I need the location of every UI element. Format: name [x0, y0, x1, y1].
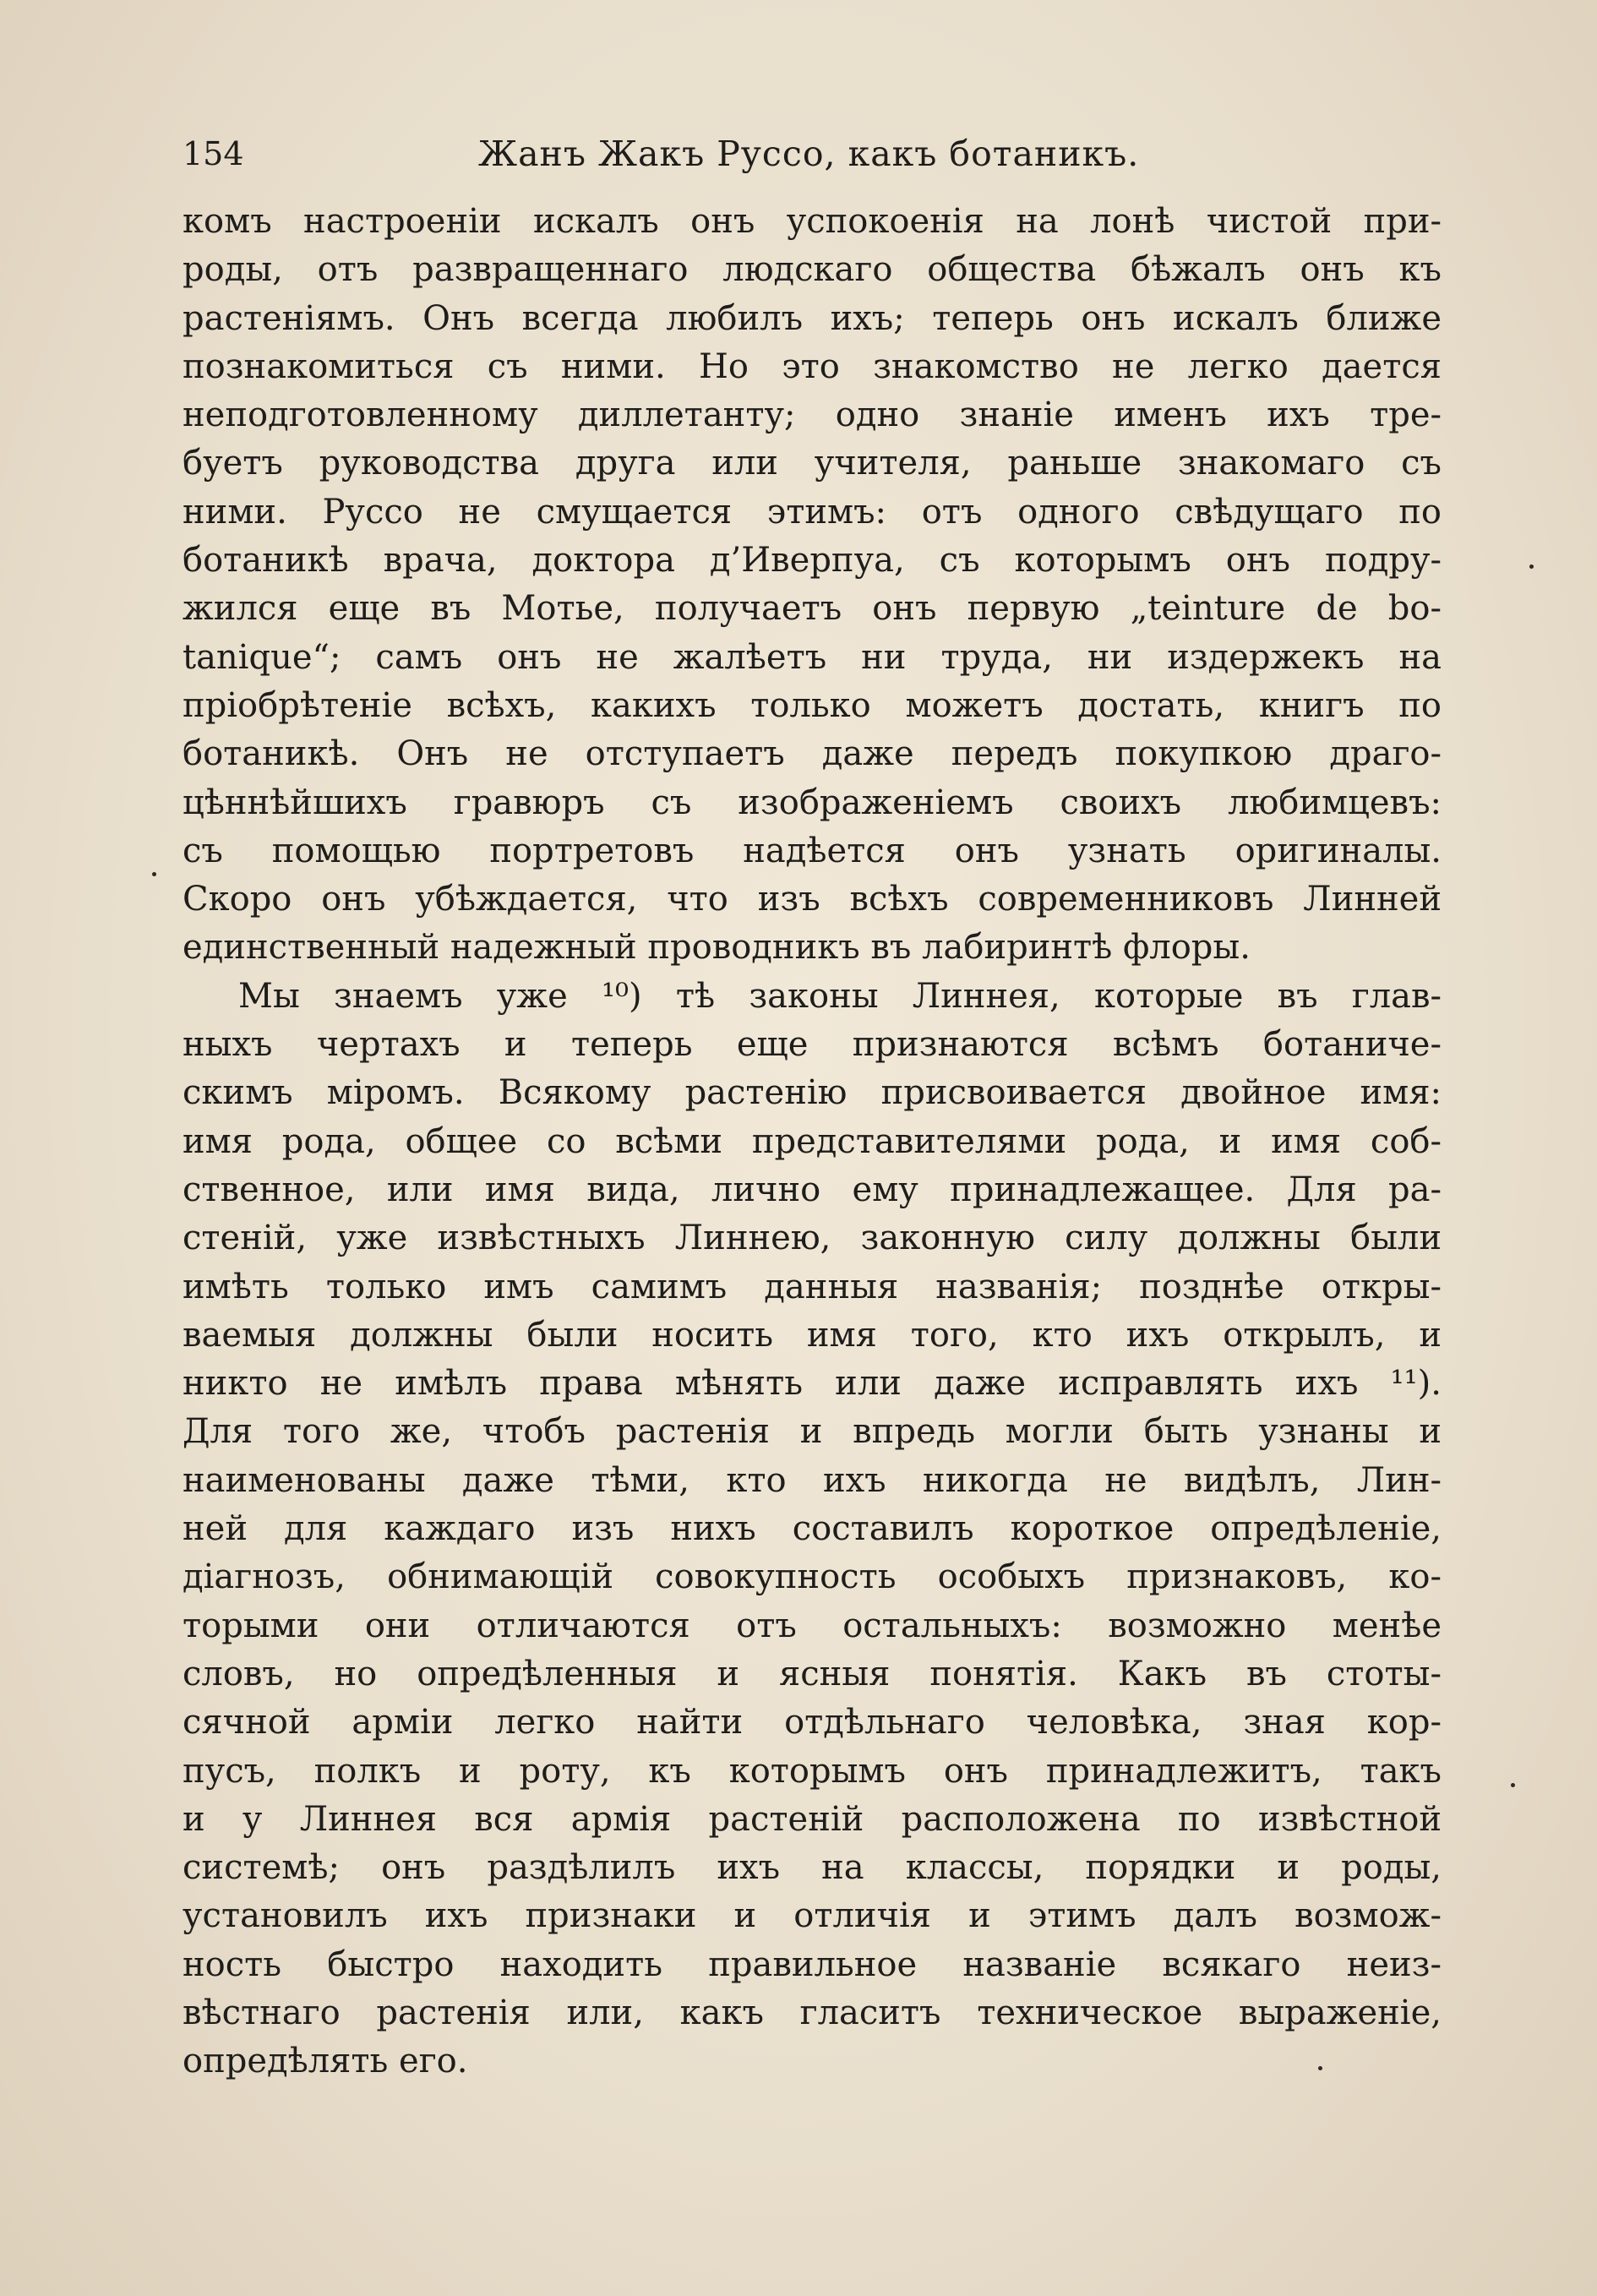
text-line: буетъ руководства друга или учителя, раньше знакомаго съ [183, 444, 1442, 483]
text-line: ботаникѣ врача, доктора д’Иверпуа, съ которымъ онъ подру- [183, 541, 1442, 581]
text-line: неподготовленному диллетанту; одно знаніе именъ ихъ тре- [183, 395, 1442, 435]
text-line: Скоро онъ убѣждается, что изъ всѣхъ современниковъ Линней [183, 880, 1442, 919]
text-line: ственное, или имя вида, лично ему принадлежащее. Для ра- [183, 1170, 1442, 1209]
text-line: пріобрѣтеніе всѣхъ, какихъ только можетъ достать, книгъ по [183, 685, 1442, 725]
running-title: Жанъ Жакъ Руссо, какъ ботаникъ. [478, 134, 1140, 174]
text-line: и у Линнея вся армія растеній расположена по извѣстной [183, 1799, 1442, 1839]
text-line: скимъ міромъ. Всякому растенію присвоивается двойное имя: [183, 1073, 1442, 1113]
text-line: цѣннѣйшихъ гравюръ съ изображеніемъ своихъ любимцевъ: [183, 783, 1442, 822]
ink-speck [1318, 2066, 1322, 2070]
text-line: tanique“; самъ онъ не жалѣетъ ни труда, ни издержекъ на [183, 637, 1442, 677]
paragraph-2 [183, 973, 1442, 2086]
text-line: ней для каждаго изъ нихъ составилъ короткое опредѣленіе, [183, 1509, 1442, 1549]
text-line: ботаникѣ. Онъ не отступаетъ даже передъ покупкою драго- [183, 734, 1442, 774]
body-text [183, 198, 1442, 2086]
text-line: съ помощью портретовъ надѣется онъ узнать оригиналы. [183, 831, 1442, 870]
text-line: познакомиться съ ними. Но это знакомство не легко дается [183, 346, 1442, 386]
text-line: вѣстнаго растенія или, какъ гласитъ техническое выраженіе, [183, 1993, 1442, 2032]
text-line: ность быстро находить правильное названіе всякаго неиз- [183, 1944, 1442, 1984]
text-line: Мы знаемъ уже ¹⁰) тѣ законы Линнея, которые въ глав- [238, 976, 1442, 1016]
text-line: никто не имѣлъ права мѣнять или даже исправлять ихъ ¹¹). [183, 1364, 1442, 1404]
text-line: комъ настроеніи искалъ онъ успокоенія на лонѣ чистой при- [183, 202, 1442, 241]
text-line: стеній, уже извѣстныхъ Линнею, законную силу должны были [183, 1219, 1442, 1258]
text-line: растеніямъ. Онъ всегда любилъ ихъ; теперь онъ искалъ ближе [183, 298, 1442, 338]
text-line: установилъ ихъ признаки и отличія и этимъ далъ возмож- [183, 1896, 1442, 1936]
text-line: имѣть только имъ самимъ данныя названія; позднѣе откры- [183, 1267, 1442, 1306]
text-line: жился еще въ Мотье, получаетъ онъ первую „teinture de bo- [183, 589, 1442, 629]
text-line: сячной арміи легко найти отдѣльнаго человѣка, зная кор- [183, 1703, 1442, 1742]
text-line: ныхъ чертахъ и теперь еще признаются всѣмъ ботаниче- [183, 1025, 1442, 1065]
text-line: опредѣлять его. [183, 2042, 468, 2081]
text-line: ваемыя должны были носить имя того, кто ихъ открылъ, и [183, 1315, 1442, 1355]
text-line: системѣ; онъ раздѣлилъ ихъ на классы, порядки и роды, [183, 1848, 1442, 1888]
text-line: словъ, но опредѣленныя и ясныя понятія. Какъ въ стоты- [183, 1654, 1442, 1693]
text-line: пусъ, полкъ и роту, къ которымъ онъ принадлежитъ, такъ [183, 1751, 1442, 1791]
text-line: ними. Руссо не смущается этимъ: отъ одного свѣдущаго по [183, 492, 1442, 532]
page-number: 154 [183, 135, 244, 172]
ink-speck [152, 872, 156, 876]
text-line: Для того же, чтобъ растенія и впредь могли быть узнаны и [183, 1412, 1442, 1452]
text-line: имя рода, общее со всѣми представителями рода, и имя соб- [183, 1121, 1442, 1161]
text-line: единственный надежный проводникъ въ лабиринтѣ флоры. [183, 928, 1251, 968]
text-line: роды, отъ развращеннаго людскаго общества бѣжалъ онъ къ [183, 250, 1442, 290]
ink-speck [1511, 1783, 1515, 1787]
text-line: торыми они отличаются отъ остальныхъ: возможно менѣе [183, 1606, 1442, 1645]
running-head [183, 128, 1442, 179]
text-line: діагнозъ, обнимающій совокупность особыхъ признаковъ, ко- [183, 1557, 1442, 1597]
text-line: наименованы даже тѣми, кто ихъ никогда не видѣлъ, Лин- [183, 1460, 1442, 1500]
paragraph-1 [183, 198, 1442, 973]
ink-speck [1529, 564, 1534, 569]
